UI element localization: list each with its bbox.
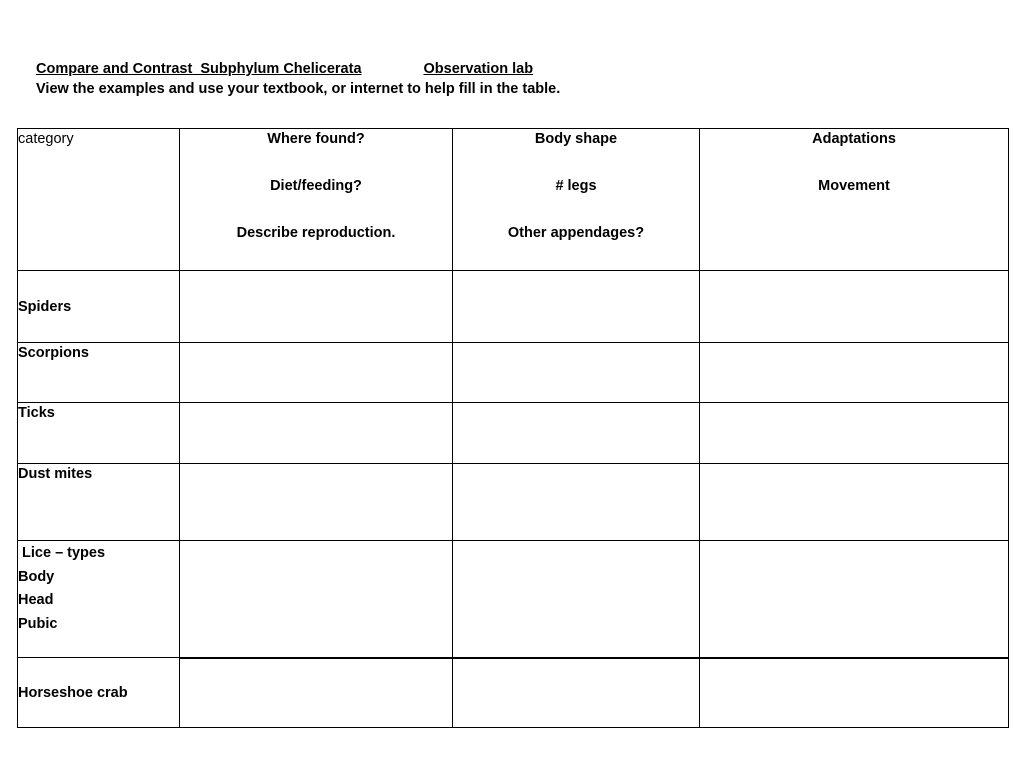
category-header: category bbox=[18, 129, 180, 271]
answer-cell[interactable] bbox=[180, 541, 453, 658]
answer-cell[interactable] bbox=[180, 271, 453, 343]
worksheet-header bbox=[36, 59, 560, 99]
answer-cell[interactable] bbox=[453, 658, 700, 728]
row-label-spiders: Spiders bbox=[18, 271, 180, 343]
answer-cell[interactable] bbox=[180, 403, 453, 464]
answer-cell[interactable] bbox=[453, 464, 700, 541]
answer-cell[interactable] bbox=[700, 541, 1009, 658]
answer-cell[interactable] bbox=[700, 403, 1009, 464]
table-row bbox=[18, 464, 1009, 541]
lice-type-pubic: Pubic bbox=[18, 615, 58, 632]
table-row bbox=[18, 403, 1009, 464]
answer-cell[interactable] bbox=[180, 343, 453, 403]
row-label-lice bbox=[18, 541, 180, 658]
header-legs: # legs bbox=[555, 178, 597, 194]
worksheet-title bbox=[36, 59, 560, 79]
row-label-horseshoe-crab: Horseshoe crab bbox=[18, 658, 180, 728]
lice-type-head: Head bbox=[18, 592, 54, 608]
row-label-scorpions: Scorpions bbox=[18, 343, 180, 403]
answer-cell[interactable] bbox=[453, 271, 700, 343]
comparison-table bbox=[17, 128, 1009, 728]
answer-cell[interactable] bbox=[453, 541, 700, 658]
answer-cell[interactable] bbox=[700, 658, 1009, 728]
title-lab: Observation lab bbox=[423, 61, 534, 77]
header-reproduction: Describe reproduction. bbox=[236, 225, 396, 241]
lice-type-body: Body bbox=[18, 568, 55, 585]
answer-cell[interactable] bbox=[700, 343, 1009, 403]
answer-cell[interactable] bbox=[453, 343, 700, 403]
header-where-found: Where found? bbox=[267, 131, 365, 147]
table-header-row bbox=[18, 129, 1009, 271]
answer-cell[interactable] bbox=[453, 403, 700, 464]
row-label-ticks: Ticks bbox=[18, 403, 180, 464]
header-movement: Movement bbox=[818, 178, 890, 194]
table-row bbox=[18, 541, 1009, 658]
answer-cell[interactable] bbox=[700, 464, 1009, 541]
table-row bbox=[18, 658, 1009, 728]
column-header-habitat bbox=[180, 129, 453, 271]
lice-types-heading: Lice – types bbox=[18, 545, 106, 561]
header-body-shape: Body shape bbox=[534, 131, 618, 147]
title-main: Compare and Contrast Subphylum Chelicerata bbox=[36, 61, 362, 77]
answer-cell[interactable] bbox=[700, 271, 1009, 343]
answer-cell[interactable] bbox=[180, 658, 453, 728]
instructions: View the examples and use your textbook, or internet to help fill in the table. bbox=[36, 81, 561, 97]
table-row bbox=[18, 343, 1009, 403]
row-label-dust-mites: Dust mites bbox=[18, 464, 180, 541]
header-adaptations: Adaptations bbox=[812, 131, 896, 147]
answer-cell[interactable] bbox=[180, 464, 453, 541]
header-other-appendages: Other appendages? bbox=[507, 225, 645, 241]
column-header-adaptations bbox=[700, 129, 1009, 271]
table-row bbox=[18, 271, 1009, 343]
header-diet-feeding: Diet/feeding? bbox=[270, 178, 362, 194]
column-header-anatomy bbox=[453, 129, 700, 271]
